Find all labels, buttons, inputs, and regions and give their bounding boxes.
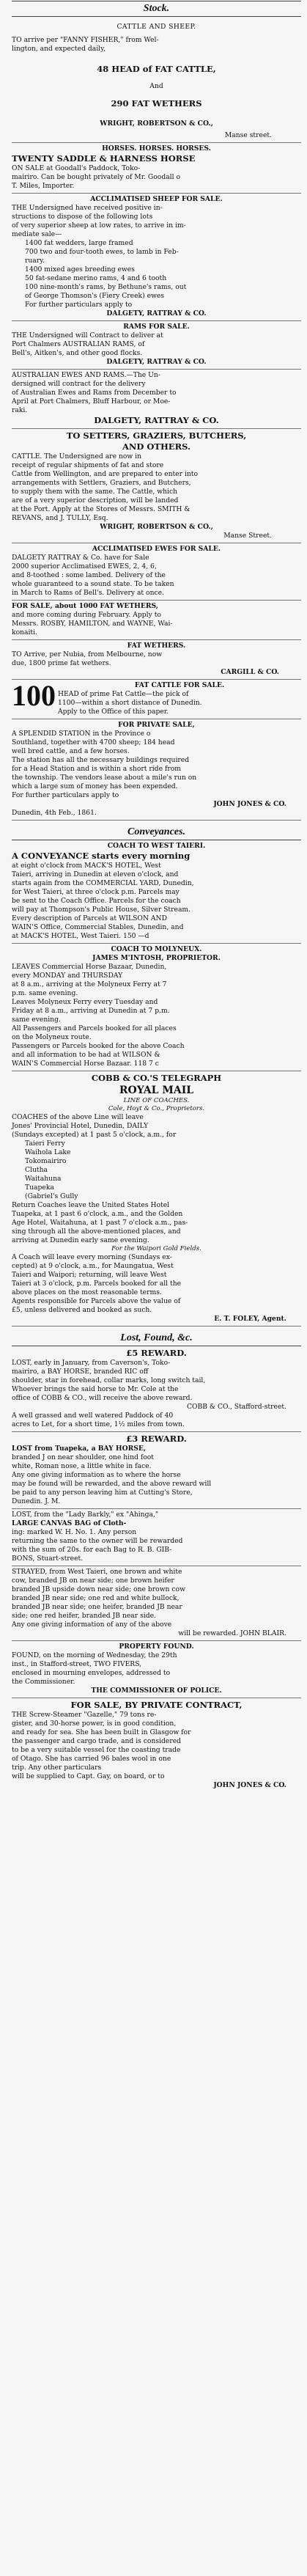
ad-line: and ready for sea. She has been built in Glasgow for xyxy=(12,1728,191,1736)
ad-line: FOR PRIVATE SALE, xyxy=(118,721,195,729)
ad-line: at the Port. Apply at the Stores of Messrs. SMITH & xyxy=(12,505,191,513)
stock-section xyxy=(12,1,301,821)
ad-acclimatised-ewes xyxy=(12,543,301,601)
ad-line: WRIGHT, ROBERTSON & CO., xyxy=(100,120,213,128)
ad-line: will be supplied to Capt. Gay, on board, or to xyxy=(12,1772,165,1780)
ad-line: p.m. same evening. xyxy=(12,989,78,997)
ad-line: (Gabriel's Gully xyxy=(25,1192,78,1200)
ad-line: LOST from Tuapeka, a BAY HORSE, xyxy=(12,1445,147,1453)
head-count-number: 100 xyxy=(12,679,56,712)
ad-line: of George Thomson's (Fiery Creek) ewes xyxy=(25,292,165,300)
ad-line: (Sundays excepted) at 1 past 5 o'clock, a.m., for xyxy=(12,1131,177,1139)
ad-line: Tuapeka xyxy=(25,1184,54,1192)
ad-line: of Otago. She has carried 96 bales wool in one xyxy=(12,1755,171,1763)
ad-line: FAT CATTLE FOR SALE. xyxy=(134,681,225,689)
ad-line: sing through all the above-mentioned places, and xyxy=(12,1228,181,1236)
ad-line: JAMES M'INTOSH, PROPRIETOR. xyxy=(92,954,221,962)
ad-line: shoulder, star in forehead, collar marks, long switch tail, xyxy=(12,1376,206,1384)
ad-line: JOHN JONES & CO. xyxy=(213,800,286,808)
ad-line: Any one giving information as to where the horse xyxy=(12,1471,181,1479)
ad-line: Manse Street. xyxy=(223,532,272,540)
ad-line: BONS, Stuart-street. xyxy=(12,1555,84,1563)
ad-line: REVANS, and J. TULLY, Esq. xyxy=(12,514,108,522)
ad-line: starts again from the COMMERCIAL YARD, Dunedin, xyxy=(12,879,194,887)
ad-line: 290 FAT WETHERS xyxy=(111,98,202,109)
ad-line: Port Chalmers AUSTRALIAN RAMS, of xyxy=(12,340,145,348)
ad-line: Southland, together with 4700 sheep; 184 head xyxy=(12,738,175,746)
ad-line: E. T. FOLEY, Agent. xyxy=(214,1315,286,1323)
ad-acclimatised-sheep xyxy=(12,194,301,321)
ad-line: 1100—within a short distance of Dunedin. xyxy=(58,699,202,707)
ad-line: All Passengers and Parcels booked for all places xyxy=(12,1024,177,1032)
ad-line: cow, branded JB on near side; one brown heifer xyxy=(12,1577,174,1585)
ad-line: same evening. xyxy=(12,1016,61,1024)
ad-line: Apply to the Office of this paper. xyxy=(58,708,169,716)
ad-line: A well grassed and well watered Paddock of 40 xyxy=(12,1412,174,1420)
ad-line: WAIN'S Office, Commercial Stables, Dunedin, and xyxy=(12,923,184,931)
ad-line: cepted) at 9 o'clock, a.m., for Maungatua, West xyxy=(12,1262,174,1270)
ad-line: COACH TO WEST TAIERI. xyxy=(107,842,206,850)
ad-line: with the sum of 20s. for each Bag to R. B. GIB- xyxy=(12,1546,172,1554)
ad-line: TWENTY SADDLE & HARNESS HORSE xyxy=(12,153,196,164)
ad-line: COACH TO MOLYNEUX. xyxy=(111,945,202,953)
ad-line: DALGETY, RATTRAY & CO. xyxy=(106,358,207,366)
ad-line: returning the same to the owner will be rewarded xyxy=(12,1537,183,1545)
ad-line: Tuapeka, at 1 past 6 o'clock, a.m., and the Golden xyxy=(12,1210,183,1218)
ad-line: LINE OF COACHES. xyxy=(123,1097,190,1104)
ad-line: Waitahuna xyxy=(25,1175,62,1183)
ad-canvas-bag xyxy=(12,1509,301,1566)
ad-line: DALGETY, RATTRAY & CO. xyxy=(94,415,219,425)
ad-line: FOUND, on the morning of Wednesday, the 29th xyxy=(12,1651,177,1659)
ad-line: COACHES of the above Line will leave xyxy=(12,1113,144,1121)
ad-line: For further particulars apply to xyxy=(12,791,119,799)
ad-rams xyxy=(12,321,301,370)
conveyances-section xyxy=(12,825,301,1326)
ad-line: COBB & CO., Stafford-street. xyxy=(186,1403,286,1411)
ad-line: CATTLE. The Undersigned are now in xyxy=(12,452,142,460)
ad-fat-cattle xyxy=(12,680,301,719)
ad-line: £3 REWARD. xyxy=(126,1434,187,1444)
ad-line: at MACK'S HOTEL, West Taieri. 150 —d xyxy=(12,932,149,940)
ad-line: ruary. xyxy=(25,257,45,265)
ad-property-found xyxy=(12,1641,301,1698)
ad-line: 2000 superior Acclimatised EWES, 2, 4, 6, xyxy=(12,562,157,570)
ad-line: Any one giving information of any of the above xyxy=(12,1621,172,1629)
ad-line: THE COMMISSIONER OF POLICE. xyxy=(91,1687,222,1695)
ad-line: A CONVEYANCE starts every morning xyxy=(12,851,191,861)
ad-line: Dunedin, 4th Feb., 1861. xyxy=(12,809,97,817)
ad-line: lington, and expected daily, xyxy=(12,45,106,53)
ad-line: will pay at Thompson's Public House, Silver Stream. xyxy=(12,906,191,914)
ad-line: FOR SALE, about 1000 FAT WETHERS, xyxy=(12,602,159,610)
ad-line: And xyxy=(149,82,163,90)
ad-line: above places on the most reasonable terms. xyxy=(12,1288,162,1296)
ad-line: and 8-toothed : some lambed. Delivery of the xyxy=(12,571,166,579)
ad-line: JOHN JONES & CO. xyxy=(213,1781,286,1789)
ad-line: whole guaranteed to a sound state. To be taken xyxy=(12,580,174,588)
ad-line: T. Miles, Importer. xyxy=(12,182,75,190)
ad-private-station xyxy=(12,719,301,821)
ad-line: to be a very suitable vessel for the coasting trade xyxy=(12,1746,181,1754)
ad-line: in March to Rams of Bell's. Delivery at once. xyxy=(12,589,164,597)
ad-line: branded JB upside down near side; one brown cow xyxy=(12,1585,185,1593)
ad-line: arrangements with Settlers, Graziers, and Butchers, xyxy=(12,479,191,487)
fat-cattle-block xyxy=(12,681,301,716)
ad-line: Return Coaches leave the United States Hotel xyxy=(12,1201,170,1209)
ad-line: the township. The vendors lease about a mile's run on xyxy=(12,774,197,782)
ad-line: PROPERTY FOUND. xyxy=(119,1643,194,1651)
ad-line: Age Hotel, Waitahuna, at 1 past 7 o'clock a.m., pas- xyxy=(12,1219,188,1227)
ad-line: COBB & CO.'S TELEGRAPH xyxy=(91,1073,222,1083)
ad-line: white, Roman nose, a little white in face. xyxy=(12,1462,152,1470)
ad-line: HORSES. HORSES. HORSES. xyxy=(102,144,211,153)
ad-line: The station has all the necessary buildings required xyxy=(12,756,190,764)
ad-line: THE Screw-Steamer "Gazelle," 79 tons re- xyxy=(12,1711,157,1719)
ad-line: are of a very superior description, will be landed xyxy=(12,496,179,504)
ad-line: and all information to be had at WILSON & xyxy=(12,1051,160,1059)
ad-line: branded J on near shoulder, one hind foot xyxy=(12,1453,154,1461)
ad-line: and more coming during February. Apply to xyxy=(12,611,161,619)
ad-line: Jones' Provincial Hotel, Dunedin, DAILY xyxy=(12,1122,149,1130)
ad-line: Bell's, Aitken's, and other good flocks. xyxy=(12,349,143,357)
ad-line: for West Taieri, at three o'clock p.m. Parcels may xyxy=(12,888,180,896)
ad-line: £5, unless delivered and booked as such. xyxy=(12,1306,152,1314)
ad-line: Taieri and Waipori; returning, will leave West xyxy=(12,1271,167,1279)
ad-line: Taieri, arriving in Dunedin at eleven o'clock, and xyxy=(12,870,179,878)
ad-line: AND OTHERS. xyxy=(122,441,191,452)
ad-coach-molyneux xyxy=(12,944,301,1071)
ad-line: branded JB near side; one heifer, branded JB near xyxy=(12,1603,182,1611)
ad-line: be paid to any person leaving him at Cutting's Store, xyxy=(12,1489,193,1497)
ad-line: FAT WETHERS. xyxy=(127,642,186,650)
ad-line: for a Head Station and is within a short ride from xyxy=(12,765,181,773)
ad-line: ROYAL MAIL xyxy=(119,1085,194,1096)
ad-line: mairiro. Can be bought privately of Mr. Goodall o xyxy=(12,173,181,181)
ad-line: THE Undersigned have received positive in- xyxy=(12,204,163,212)
ad-line: LOST, early in January, from Caverson's, Toko- xyxy=(12,1359,171,1367)
ad-line: Messrs. ROSBY, HAMILTON, and WAYNE, Wai- xyxy=(12,620,173,628)
ad-line: gister, and 30-horse power, is in good condition, xyxy=(12,1720,177,1728)
ad-line: 1400 mixed ages breeding ewes xyxy=(25,265,135,274)
ad-line: at 8 a.m., arriving at the Molyneux Ferry at 7 xyxy=(12,980,167,988)
ad-line: dersigned will contract for the delivery xyxy=(12,380,146,388)
ad-line: April at Port Chalmers, Bluff Harbour, or Moe- xyxy=(12,397,171,406)
ad-line: HEAD of prime Fat Cattle—the pick of xyxy=(58,690,189,698)
ad-line: well bred cattle, and a few horses. xyxy=(12,747,130,755)
ad-line: Cole, Hoyt & Co., Proprietors. xyxy=(108,1105,205,1112)
ad-line: inst., in Stafford-street, TWO FIVERS, xyxy=(12,1660,142,1668)
ad-horses xyxy=(12,143,301,194)
ad-line: trip. Any other particulars xyxy=(12,1764,102,1772)
ad-line: RAMS FOR SALE. xyxy=(123,323,190,331)
ad-line: LEAVES Commercial Horse Bazaar, Dunedin, xyxy=(12,963,167,971)
ad-line: Clutha xyxy=(25,1166,48,1174)
ad-line: 100 nine-month's rams, by Bethune's rams, out xyxy=(25,283,187,291)
ad-line: FOR SALE, BY PRIVATE CONTRACT, xyxy=(70,1700,243,1710)
ad-line: the passenger and cargo trade, and is considered xyxy=(12,1737,182,1745)
ad-graziers xyxy=(12,429,301,543)
ad-line: be sent to the Coach Office. Parcels for the coach xyxy=(12,897,181,905)
ad-line: Dunedin. J. M. xyxy=(12,1497,61,1505)
ad-line: WRIGHT, ROBERTSON & CO., xyxy=(100,523,213,531)
section-title-lost-found: Lost, Found, &c. xyxy=(120,1332,193,1343)
ad-line: acres to Let, for a short time, 1½ miles from town. xyxy=(12,1420,185,1428)
ad-line: For further particulars apply to xyxy=(25,301,133,309)
ad-strayed xyxy=(12,1566,301,1641)
ad-line: £5 REWARD. xyxy=(126,1348,187,1358)
ad-line: of very superior sheep at low rates, to arrive in im- xyxy=(12,221,186,230)
ad-line: arriving at Dunedin early same evening. xyxy=(12,1236,149,1244)
ad-line: 700 two and four-tooth ewes, to lamb in Feb- xyxy=(25,248,179,256)
section-title-conveyances: Conveyances. xyxy=(127,826,185,837)
ad-cobb-and-co xyxy=(12,1071,301,1326)
ad-line: every MONDAY and THURSDAY xyxy=(12,972,123,980)
ad-line: at eight o'clock from MACK'S HOTEL, West xyxy=(12,862,161,870)
ad-line: ACCLIMATISED EWES FOR SALE. xyxy=(92,545,221,553)
ad-line: Cattle from Wellington, and are prepared to enter into xyxy=(12,470,199,478)
ad-line: 48 HEAD of FAT CATTLE, xyxy=(97,64,216,74)
ad-line: ing: marked W. H. No. 1. Any person xyxy=(12,1528,137,1536)
ad-line: the Commissioner. xyxy=(12,1678,75,1686)
ad-line: THE Undersigned will Contract to deliver at xyxy=(12,331,163,340)
ad-line: which a large sum of money has been expended. xyxy=(12,782,178,790)
ad-coach-west-taieri xyxy=(12,840,301,944)
ad-line: WAIN'S Commercial Horse Bazaar. 118 7 c xyxy=(12,1060,159,1068)
ad-line: enclosed in mourning envelopes, addressed to xyxy=(12,1669,171,1677)
ad-line: structions to dispose of the following lots xyxy=(12,213,153,221)
ad-line: side; one red heifer, branded JB near side. xyxy=(12,1612,156,1620)
ad-line: AUSTRALIAN EWES AND RAMS.—The Un- xyxy=(12,371,160,379)
ad-reward-3 xyxy=(12,1432,301,1509)
ad-line: Every description of Parcels at WILSON AND xyxy=(12,914,167,922)
ad-line: mairiro, a BAY HORSE, branded RIC off xyxy=(12,1368,149,1376)
ad-line: 1400 fat wedders, large framed xyxy=(25,239,133,247)
ad-line: on the Molyneux route. xyxy=(12,1033,92,1041)
ad-line: to supply them with the same. The Cattle, which xyxy=(12,488,178,496)
ad-line: LOST, from the "Lady Barkly," ex "Ahinga," xyxy=(12,1511,159,1519)
ad-line: LARGE CANVAS BAG of Cloth- xyxy=(12,1519,127,1527)
ad-line: Waihola Lake xyxy=(25,1148,71,1156)
ad-heading: CATTLE AND SHEEP. xyxy=(116,23,196,31)
ad-line: TO SETTERS, GRAZIERS, BUTCHERS, xyxy=(66,430,247,441)
ad-reward-5 xyxy=(12,1346,301,1432)
ad-line: Taieri at 3 o'clock, p.m. Parcels booked for all the xyxy=(12,1280,182,1288)
section-title-stock: Stock. xyxy=(143,3,170,14)
ad-line: ACCLIMATISED SHEEP FOR SALE. xyxy=(90,195,223,203)
ad-line: A Coach will leave every morning (Sundays ex- xyxy=(12,1253,172,1261)
ad-line: DALGETY, RATTRAY & CO. xyxy=(106,309,207,318)
ad-australian-ewes xyxy=(12,370,301,429)
fat-cattle-text xyxy=(58,681,301,716)
ad-line: A SPLENDID STATION in the Province o xyxy=(12,730,151,738)
ad-line: DALGETY RATTRAY & Co. have for Sale xyxy=(12,554,149,562)
ad-wethers-sale xyxy=(12,601,301,640)
ad-line: may be found will be rewarded, and the above reward will xyxy=(12,1480,212,1488)
ad-line: Agents responsible for Parcels above the value of xyxy=(12,1297,181,1305)
ad-line: Taieri Ferry xyxy=(25,1140,65,1148)
ad-line: Whoever brings the said horse to Mr. Cole at the xyxy=(12,1385,179,1393)
ad-line: 50 fat-sedane merino rams, 4 and 6 tooth xyxy=(25,274,167,282)
ad-line: Manse street. xyxy=(224,131,272,139)
lost-found-section xyxy=(12,1331,301,1792)
ad-line: mediate sale— xyxy=(12,230,62,238)
ad-gazelle-sale xyxy=(12,1698,301,1792)
ad-line: Passengers or Parcels booked for the above Coach xyxy=(12,1042,185,1050)
ad-line: Friday at 8 a.m., arriving at Dunedin at 7 p.m. xyxy=(12,1007,170,1015)
ad-fat-wethers xyxy=(12,640,301,680)
page-column xyxy=(12,0,301,1792)
ad-line: office of COBB & CO., will receive the above reward. xyxy=(12,1394,193,1402)
ad-line: STRAYED, from West Taieri, one brown and white xyxy=(12,1568,182,1576)
ad-line: will be rewarded. JOHN BLAIR. xyxy=(178,1629,286,1637)
ad-line: ON SALE at Goodall's Paddock, Toko- xyxy=(12,164,141,172)
ad-line: For the Waipori Gold Fields. xyxy=(111,1245,201,1252)
ad-line: branded JB near side; one red and white bullock, xyxy=(12,1594,180,1602)
ad-line: receipt of regular shipments of fat and store xyxy=(12,461,164,469)
ad-line: raki. xyxy=(12,406,28,414)
ad-line: of Australian Ewes and Rams from December to xyxy=(12,389,177,397)
ad-line: TO Arrive, per Nubia, from Melbourne, now xyxy=(12,650,163,658)
ad-cattle-and-sheep xyxy=(12,17,301,143)
ad-line: Leaves Molyneux Ferry every Tuesday and xyxy=(12,998,158,1006)
ad-line: CARGILL & CO. xyxy=(221,668,279,676)
ad-line: Tokomairiro xyxy=(25,1157,67,1165)
ad-line: konaiti. xyxy=(12,628,37,636)
ad-line: due, 1800 prime fat wethers. xyxy=(12,659,111,667)
ad-line: TO arrive per "FANNY FISHER," from Wel- xyxy=(12,36,159,44)
